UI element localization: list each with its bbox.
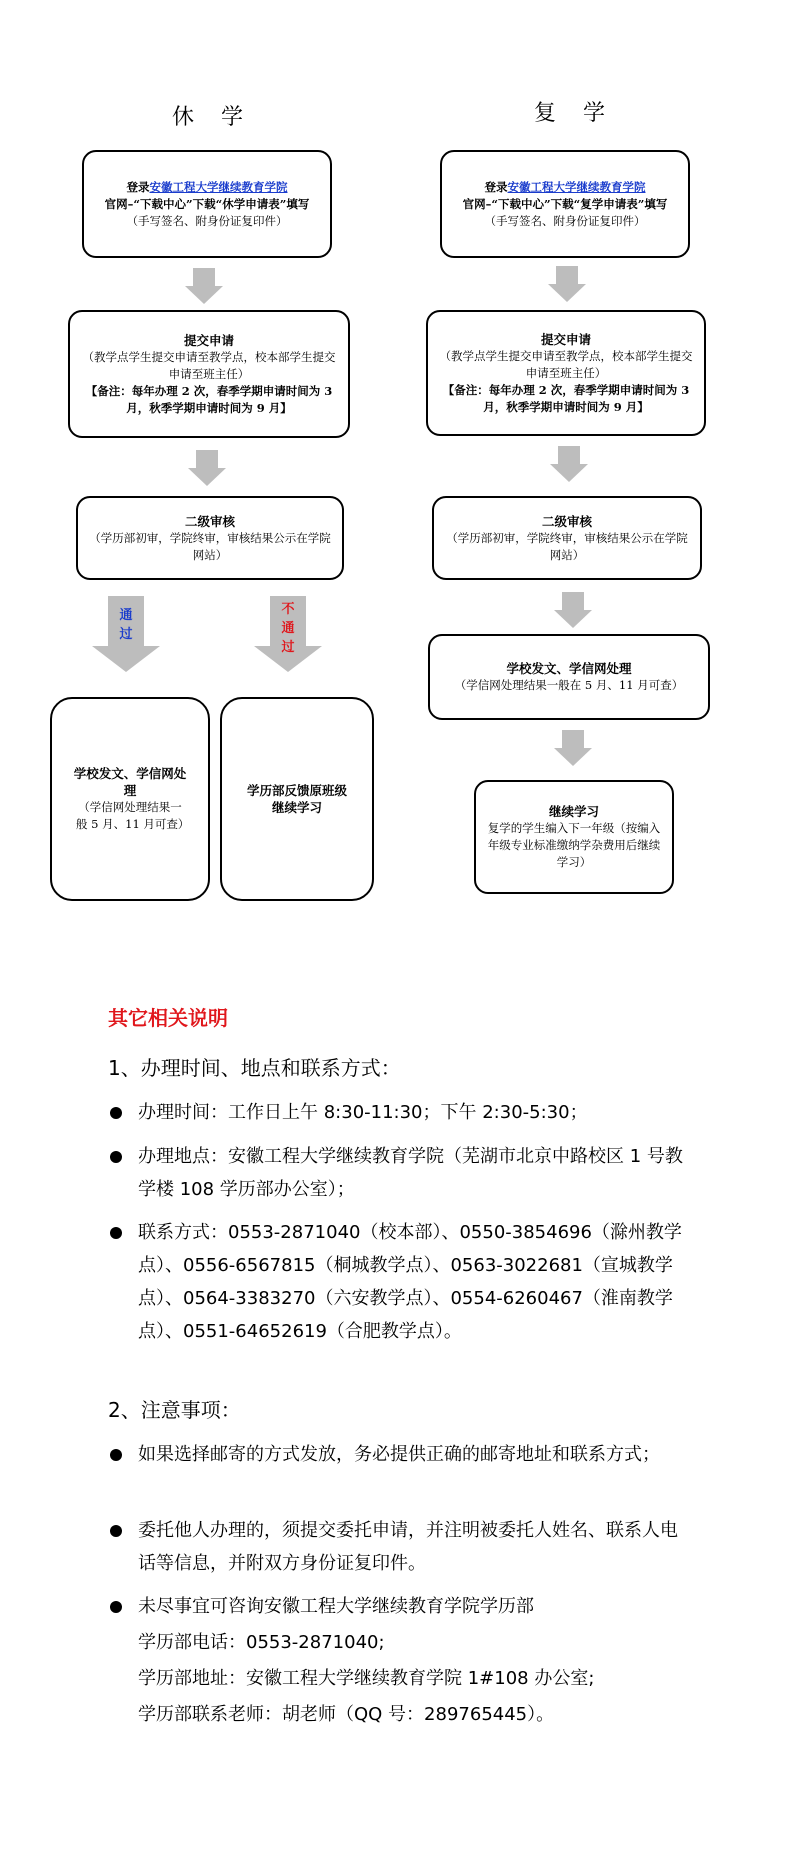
resume-step1-line2: 官网–“下载中心”下载“复学申请表”填写	[462, 196, 668, 211]
suspend-step1-line2: 官网–“下载中心”下载“休学申请表”填写	[104, 196, 310, 211]
resume-step4-title: 学校发文、学信网处理	[506, 661, 632, 676]
resume-step1-prefix: 登录	[484, 179, 508, 194]
bullet-icon	[110, 1227, 122, 1239]
contact-phone: 学历部电话：0553-2871040;	[138, 1632, 385, 1653]
pass-label: 通 过	[119, 608, 133, 642]
resume-step4-desc: （学信网处理结果一般在 5 月、11 月可查）	[454, 678, 684, 692]
list-item: 如果选择邮寄的方式发放，务必提供正确的邮寄地址和联系方式；	[108, 1438, 688, 1471]
fail-label: 不 通 过	[281, 602, 295, 655]
bullet-icon	[110, 1525, 122, 1537]
bullet-icon	[110, 1151, 122, 1163]
suspend-step3-title: 二级审核	[184, 513, 235, 529]
list-item: 办理时间：工作日上午 8:30-11:30；下午 2:30-5:30；	[108, 1096, 688, 1129]
resume-step3-desc: （学历部初审，学院终审，审核结果公示在学院网站）	[446, 530, 688, 562]
college-link[interactable]: 安徽工程大学继续教育学院	[507, 179, 646, 194]
section1-title: 1、办理时间、地点和联系方式：	[108, 1056, 401, 1080]
list-item: 办理地点：安徽工程大学继续教育学院（芜湖市北京中路校区 1 号教学楼 108 学历部办公室）；	[108, 1140, 688, 1206]
suspend-pass-box	[50, 697, 210, 901]
suspend-step2-desc: （教学点学生提交申请至教学点，校本部学生提交申请至班主任）	[82, 349, 336, 381]
contact-teacher: 学历部联系老师：胡老师（QQ 号：289765445）。	[138, 1704, 555, 1725]
bullet-icon	[110, 1601, 122, 1613]
contact-address: 学历部地址：安徽工程大学继续教育学院 1#108 办公室;	[138, 1668, 595, 1689]
college-link[interactable]: 安徽工程大学继续教育学院	[149, 179, 288, 194]
resume-step4-box	[428, 634, 710, 720]
suspend-step3-desc: （学历部初审，学院终审，审核结果公示在学院网站）	[89, 530, 331, 562]
resume-step5-title: 继续学习	[548, 804, 599, 819]
suspend-step1-note: （手写签名、附身份证复印件）	[126, 213, 288, 228]
resume-step2-box	[426, 310, 706, 436]
resume-step2-title: 提交申请	[540, 331, 591, 347]
list-item: 未尽事宜可咨询安徽工程大学继续教育学院学历部	[108, 1590, 688, 1623]
suspend-pass-title: 学校发文、学信网处理	[73, 766, 187, 798]
resume-title: 复 学	[534, 101, 615, 126]
section2-title: 2、注意事项：	[108, 1398, 241, 1422]
bullet-icon	[110, 1107, 122, 1119]
suspend-step1-box	[82, 150, 332, 258]
list-item: 联系方式：0553-2871040（校本部）、0550-3854696（滁州教学点）、0556-6567815（桐城教学点）、0563-3022681（宣城教学点）、0564-3383270（六安教学点）、0554-6260467（淮南教学点）、0551-64652619（合肥教学点）。	[108, 1216, 688, 1348]
resume-step5-desc: 复学的学生编入下一年级（按编入年级专业标准缴纳学杂费用后继续学习）	[487, 821, 661, 869]
resume-step5-box	[474, 780, 674, 894]
suspend-step2-box	[68, 310, 350, 438]
resume-step2-remark: 【备注：每年办理 2 次，春季学期申请时间为 3 月，秋季学期申请时间为 9 月】	[442, 382, 690, 414]
bullet-icon	[110, 1449, 122, 1461]
suspend-step3-box	[76, 496, 344, 580]
resume-step3-box	[432, 496, 702, 580]
suspend-fail-box	[220, 697, 374, 901]
suspend-step2-remark: 【备注：每年办理 2 次，春季学期申请时间为 3 月，秋季学期申请时间为 9 月】	[85, 383, 333, 415]
resume-step1-box	[440, 150, 690, 258]
suspend-step1-prefix: 登录	[126, 179, 150, 194]
resume-step3-title: 二级审核	[541, 513, 592, 529]
suspend-pass-desc: （学信网处理结果一般 5 月、11 月可查）	[76, 800, 190, 831]
suspend-title: 休 学	[172, 105, 253, 130]
notes-heading: 其它相关说明	[108, 1006, 228, 1030]
suspend-fail-title: 学历部反馈原班级继续学习	[246, 783, 347, 815]
list-item: 委托他人办理的，须提交委托申请，并注明被委托人姓名、联系人电话等信息，并附双方身份证复印件。	[108, 1514, 688, 1580]
suspend-step2-title: 提交申请	[183, 332, 234, 348]
resume-step1-note: （手写签名、附身份证复印件）	[484, 213, 646, 228]
resume-step2-desc: （教学点学生提交申请至教学点，校本部学生提交申请至班主任）	[439, 348, 693, 380]
